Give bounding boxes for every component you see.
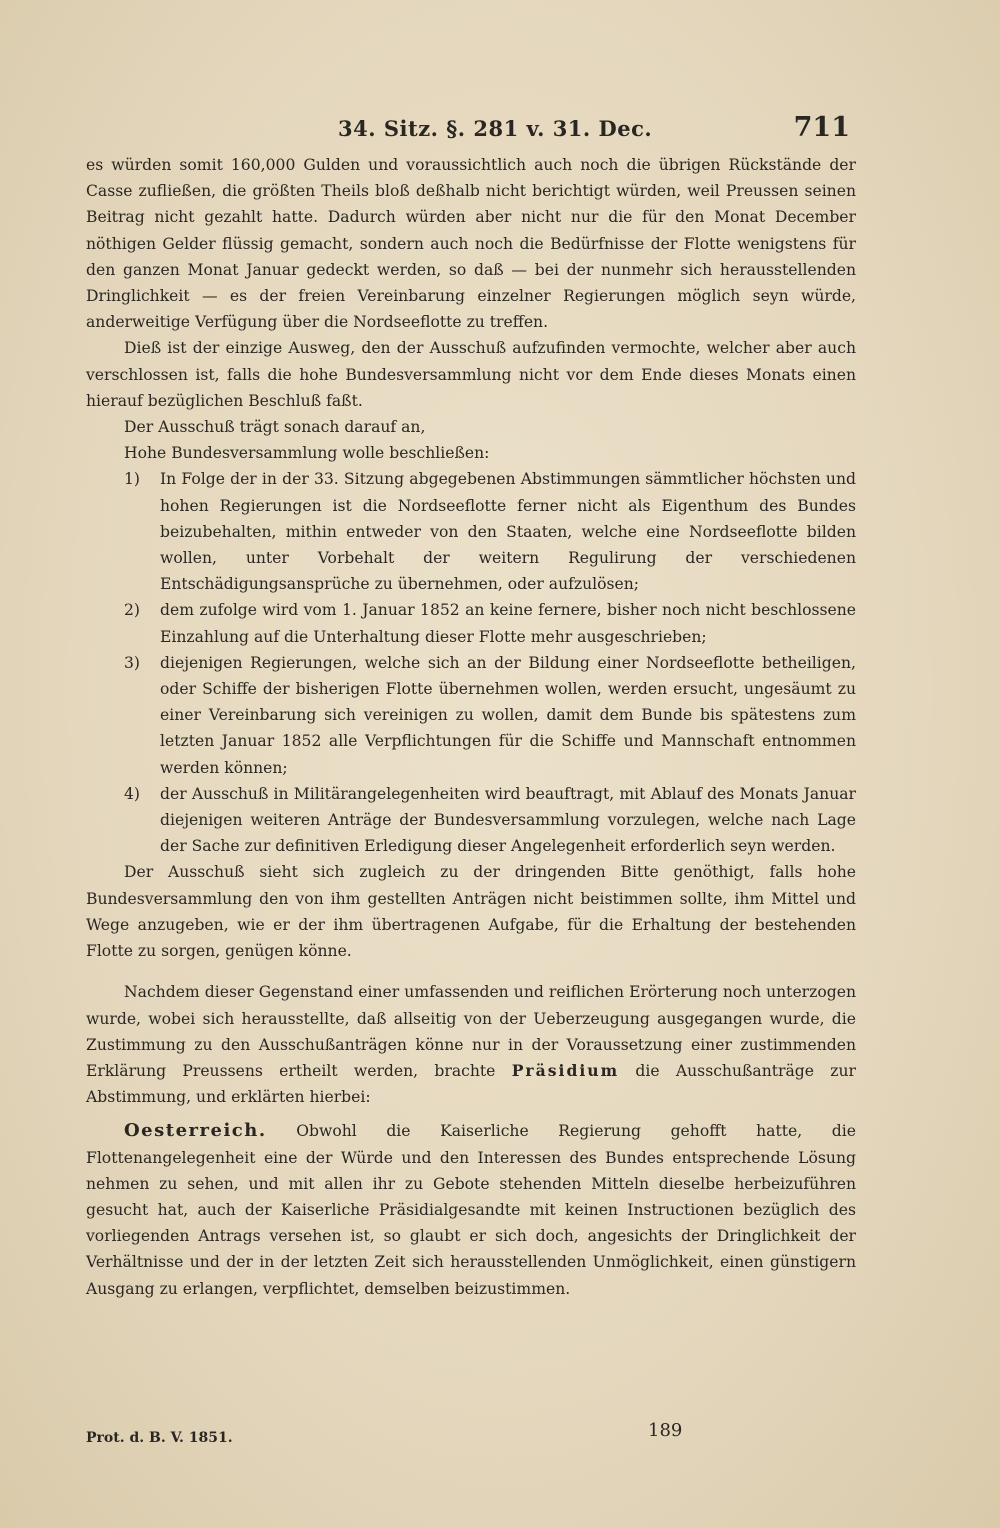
paragraph-7 bbox=[86, 1118, 856, 1301]
list-item-number: 4) bbox=[124, 784, 141, 803]
list-item-number: 2) bbox=[124, 601, 141, 620]
paragraph-2: Dieß ist der einzige Ausweg, den der Ausschuß aufzufinden vermochte, welcher aber auch verschlossen ist, falls die hohe Bundesversammlung nicht vor dem Ende dieses Monats einen hierauf bezüglichen Beschluß faßt. bbox=[86, 339, 856, 410]
list-item-number: 3) bbox=[124, 653, 141, 672]
paragraph-5: Der Ausschuß sieht sich zugleich zu der dringenden Bitte genöthigt, falls hohe Bundesversammlung den von ihm gestellten Anträgen nicht beistimmen sollte, ihm Mittel und Wege anzugeben, wie er der ihm übertragenen Aufgabe, für die Erhaltung der bestehenden Flotte zu sorgen, genügen könne. bbox=[86, 863, 856, 961]
page-footer bbox=[86, 1420, 856, 1450]
header-title: 34. Sitz. §. 281 v. 31. Dec. bbox=[338, 116, 653, 141]
paragraph-6-start: Nachdem dieser Gegenstand einer umfassenden und reiflichen Erörterung noch unterzogen wurde, wobei sich herausstellte, daß allseitig von der Ueberzeugung ausgegangen wurde, die Zustimmung zu den Ausschußanträgen könne nur in der Voraussetzung einer zustimmenden Erklärung Preussens ertheilt werden, brachte bbox=[86, 983, 856, 1080]
list-item bbox=[86, 650, 856, 781]
list-item-text: In Folge der in der 33. Sitzung abgegebenen Abstimmungen sämmtlicher höchsten und hohen Regierungen ist die Nordseeflotte ferner nicht als Eigenthum des Bundes beizubehalten, mithin entweder von den Staaten, welche eine Nordseeflotte bilden wollen, unter Vorbehalt der weitern Regulirung der verschiedenen Entschädigungsansprüche zu übernehmen, oder aufzulösen; bbox=[160, 470, 856, 594]
speaker-name: Oesterreich. bbox=[124, 1120, 267, 1142]
paragraph-1: es würden somit 160,000 Gulden und voraussichtlich auch noch die übrigen Rückstände der Casse zufließen, die größten Theils bloß deßhalb nicht berichtigt würden, weil Preussen seinen Beitrag nicht gezahlt hatte. Dadurch würden aber nicht nur die für den Monat December nöthigen Gelder flüssig gemacht, sondern auch noch die Bedürfnisse der Flotte wenigstens für den ganzen Monat Januar gedeckt werden, so daß — bei der nunmehr sich herausstellenden Dringlichkeit — es der freien Vereinbarung einzelner Regierungen möglich seyn würde, anderweitige Verfügung über die Nordseeflotte zu treffen. bbox=[86, 156, 856, 332]
paragraph-6 bbox=[86, 979, 856, 1110]
paragraph-6-end: die Ausschußanträge zur Abstimmung, und erklärten hierbei: bbox=[86, 1061, 856, 1107]
list-item-number: 1) bbox=[124, 470, 141, 489]
body-text bbox=[86, 152, 856, 1302]
list-item bbox=[86, 781, 856, 860]
list-item-text: dem zufolge wird vom 1. Januar 1852 an keine fernere, bisher noch nicht beschlossene Einzahlung auf die Unterhaltung dieser Flotte mehr ausgeschrieben; bbox=[160, 601, 856, 646]
page-header bbox=[86, 112, 850, 146]
list-item bbox=[86, 466, 856, 597]
speaker-statement: Obwohl die Kaiserliche Regierung gehofft hatte, die Flottenangelegenheit eine der Würde und den Interessen des Bundes entsprechende Lösung nehmen zu sehen, und mit allen ihr zu Gebote stehenden Mitteln dieselbe herbeizuführen gesucht hat, auch der Kaiserliche Präsidialgesandte mit keinen Instructionen bezüglich des vorliegenden Antrags versehen ist, so glaubt er sich doch, angesichts der Dringlichkeit der Verhältnisse und der in der letzten Zeit sich herausstellenden Unmöglichkeit, einen günstigern Ausgang zu erlangen, verpflichtet, demselben beizustimmen. bbox=[86, 1122, 856, 1298]
praesidium-label: Präsidium bbox=[511, 1060, 620, 1080]
motion-list bbox=[86, 466, 856, 859]
paragraph-4: Hohe Bundesversammlung wolle beschließen: bbox=[124, 444, 490, 463]
footer-signature: Prot. d. B. V. 1851. bbox=[86, 1430, 233, 1446]
list-item bbox=[86, 597, 856, 649]
footer-sheet-number: 189 bbox=[648, 1420, 683, 1441]
section-gap bbox=[86, 964, 856, 979]
page-number: 711 bbox=[793, 112, 850, 143]
list-item-text: diejenigen Regierungen, welche sich an der Bildung einer Nordseeflotte betheiligen, oder Schiffe der bisherigen Flotte übernehmen wollen, werden ersucht, ungesäumt zu einer Vereinbarung sich vereinigen zu wollen, damit dem Bunde bis spätestens zum letzten Januar 1852 alle Verpflichtungen für die Schiffe und Mannschaft entnommen werden können; bbox=[160, 653, 856, 777]
list-item-text: der Ausschuß in Militärangelegenheiten wird beauftragt, mit Ablauf des Monats Januar diejenigen weiteren Anträge der Bundesversammlung vorzulegen, welche nach Lage der Sache zur definitiven Erledigung dieser Angelegenheit erforderlich seyn werden. bbox=[160, 784, 856, 856]
paragraph-3: Der Ausschuß trägt sonach darauf an, bbox=[124, 418, 426, 437]
